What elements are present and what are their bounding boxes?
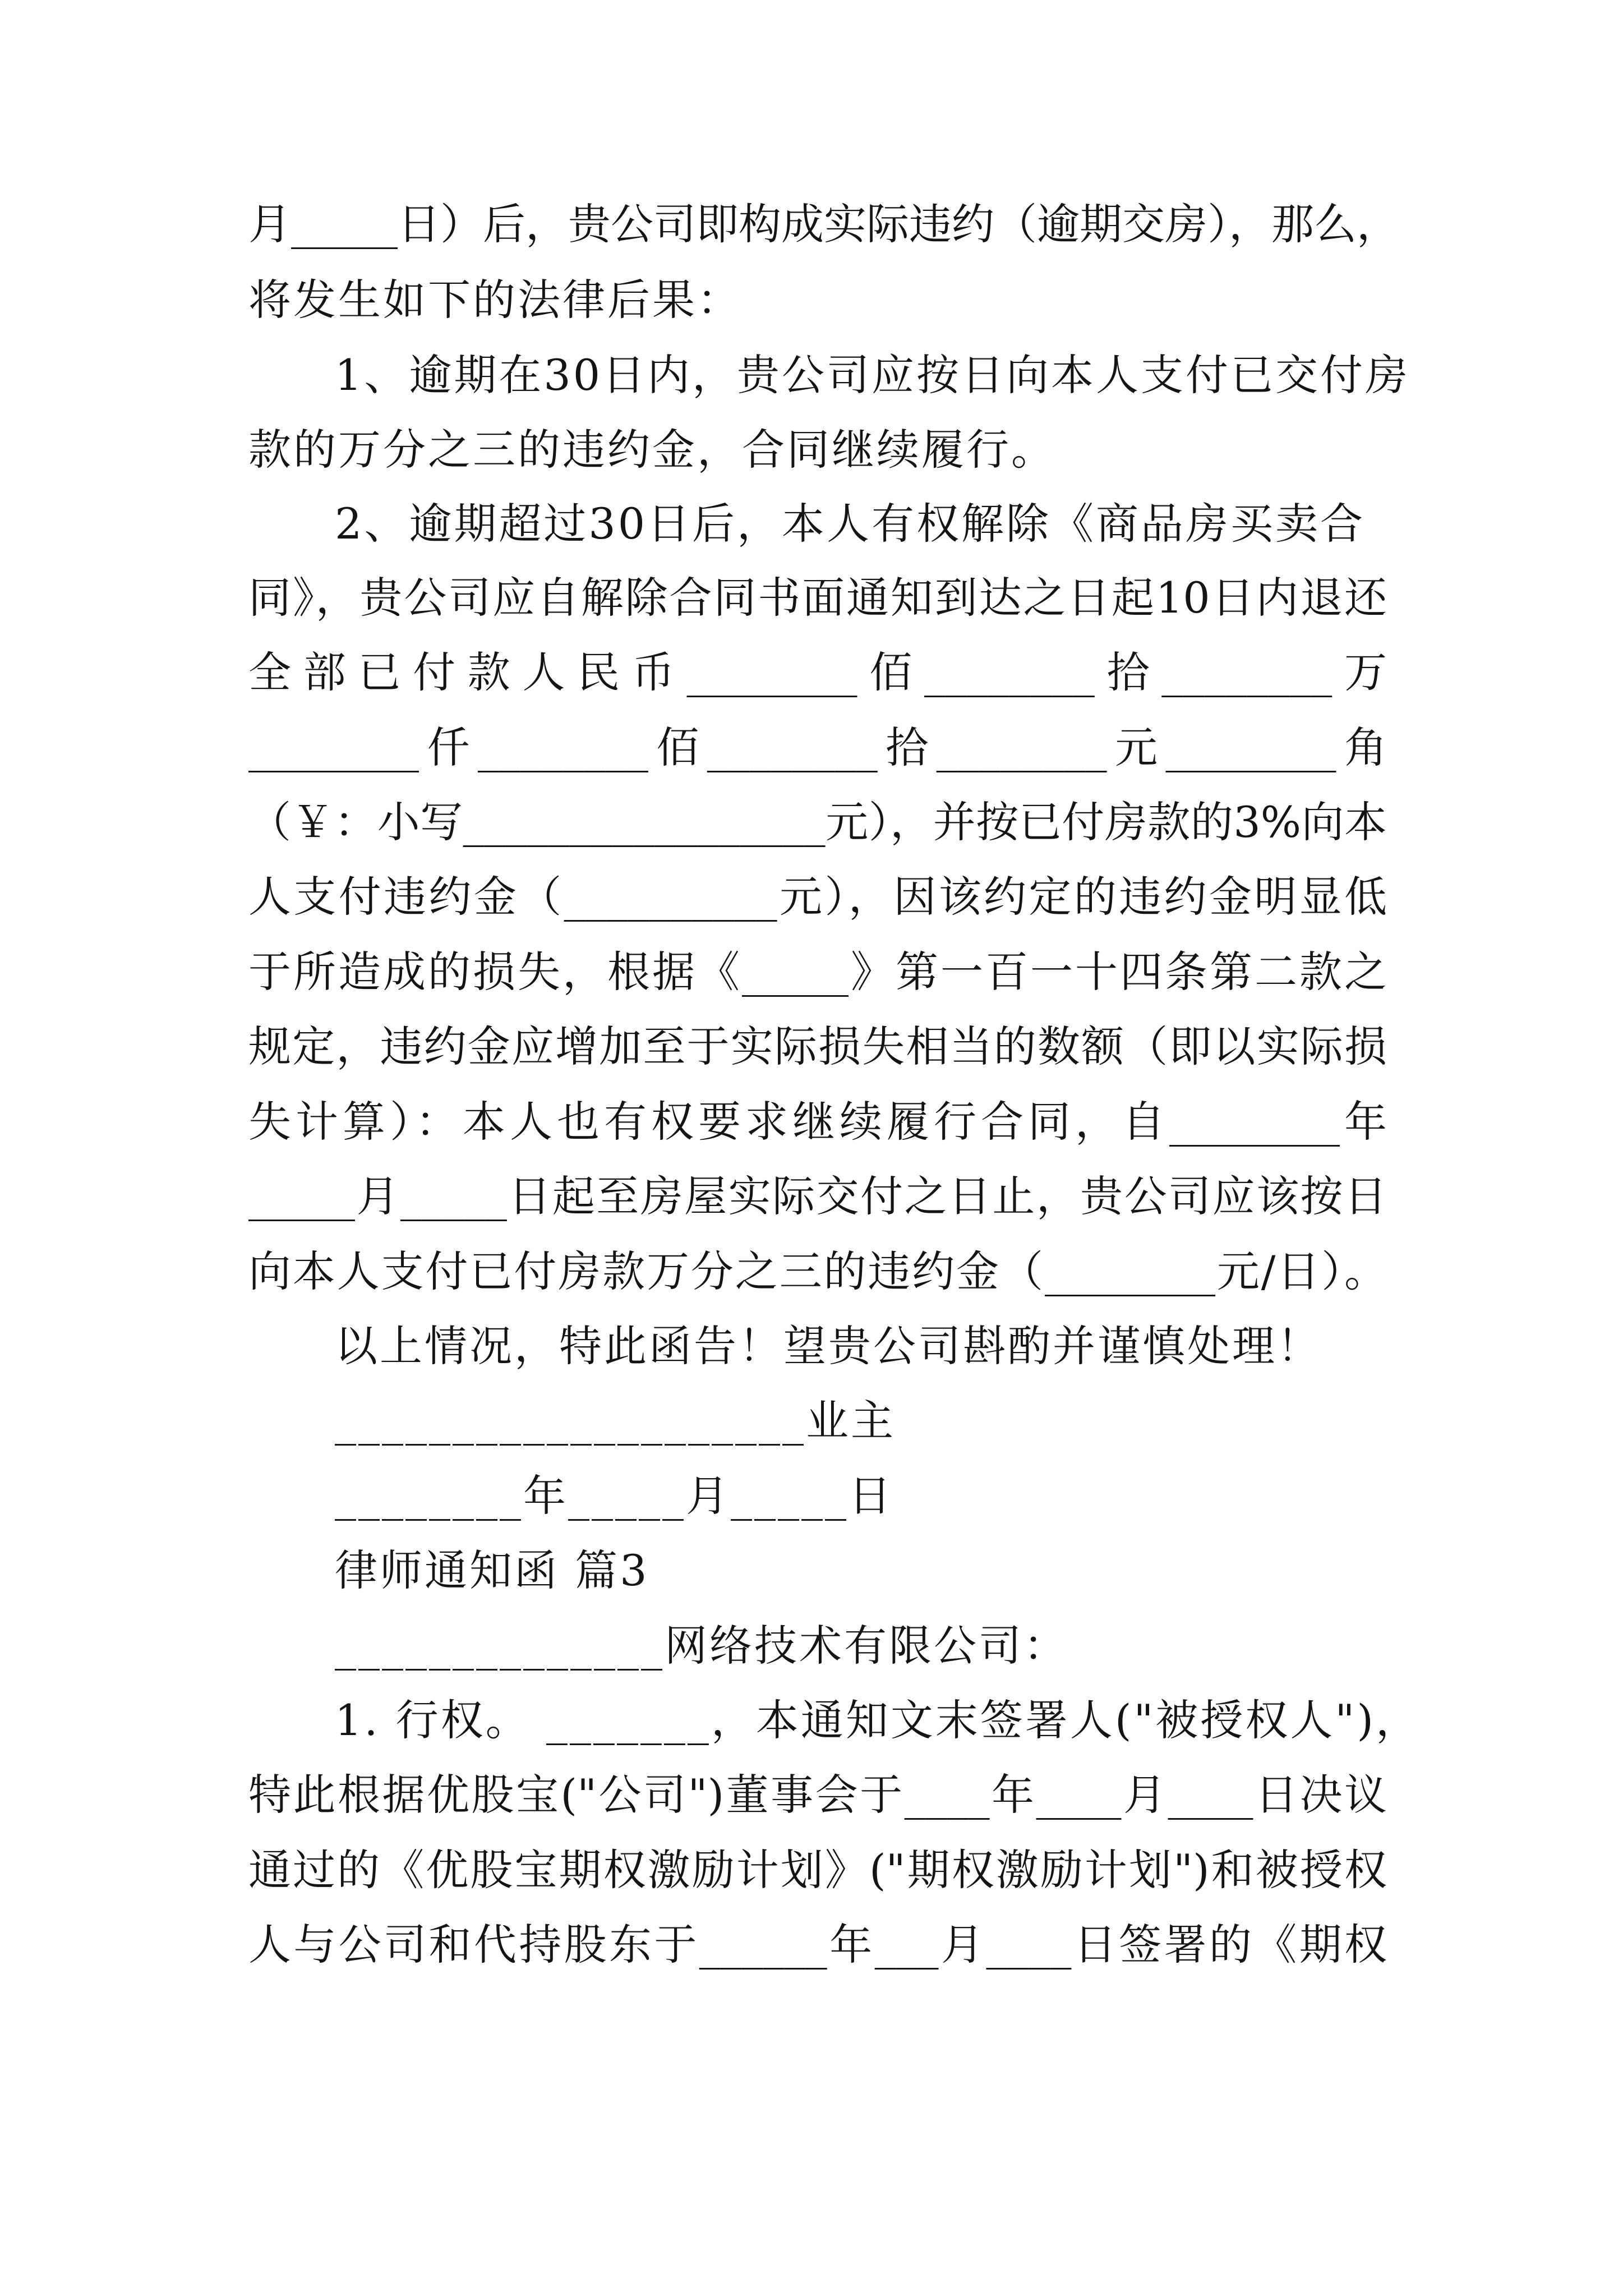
text-line-9: （￥：小写_________________元），并按已付房款的3%向本 <box>248 797 1387 847</box>
text-line-6: 同》，贵公司应自解除合同书面通知到达之日起10日内退还 <box>248 573 1387 623</box>
text-line-15: 向本人支付已付房款万分之三的违约金（________元/日）。 <box>248 1246 1387 1296</box>
text-line-24: 人与公司和代持股东于______年___月____日签署的《期权 <box>248 1920 1387 1970</box>
section-heading: 律师通知函 篇3 <box>335 1545 649 1595</box>
signature-date-line: ________年_____月_____日 <box>335 1471 893 1521</box>
text-line-1: 月_____日）后，贵公司即构成实际违约（逾期交房），那么， <box>248 199 1399 249</box>
text-line-16: 以上情况，特此函告！望贵公司斟酌并谨慎处理！ <box>335 1321 1322 1371</box>
text-line-3: 1、逾期在30日内，贵公司应按日向本人支付已交付房 <box>335 350 1410 400</box>
text-line-22: 特此根据优股宝("公司")董事会于____年____月____日决议 <box>248 1770 1387 1820</box>
text-line-12: 规定，违约金应增加至于实际损失相当的数额（即以实际损 <box>248 1022 1387 1071</box>
text-line-4: 款的万分之三的违约金，合同继续履行。 <box>248 425 1056 475</box>
text-line-5: 2、逾期超过30日后，本人有权解除《商品房买卖合 <box>335 499 1366 549</box>
text-line-7: 全部已付款人民币________佰________拾________万 <box>248 647 1387 697</box>
signature-owner-line: ____________________业主 <box>335 1396 896 1446</box>
text-line-2: 将发生如下的法律后果： <box>248 275 742 325</box>
addressee-line: ______________网络技术有限公司： <box>335 1621 1068 1671</box>
text-line-21: 1. 行权。 _______，本通知文末签署人("被授权人")， <box>335 1695 1421 1745</box>
text-line-10: 人支付违约金（__________元），因该约定的违约金明显低 <box>248 872 1387 922</box>
text-line-23: 通过的《优股宝期权激励计划》("期权激励计划")和被授权 <box>248 1845 1387 1895</box>
text-line-8: ________仟________佰________拾________元________角 <box>248 723 1387 772</box>
text-line-14: _____月_____日起至房屋实际交付之日止，贵公司应该按日 <box>248 1171 1387 1221</box>
text-line-13: 失计算）：本人也有权要求继续履行合同，自________年 <box>248 1097 1387 1147</box>
text-line-11: 于所造成的损失，根据《_____》第一百一十四条第二款之 <box>248 947 1387 997</box>
